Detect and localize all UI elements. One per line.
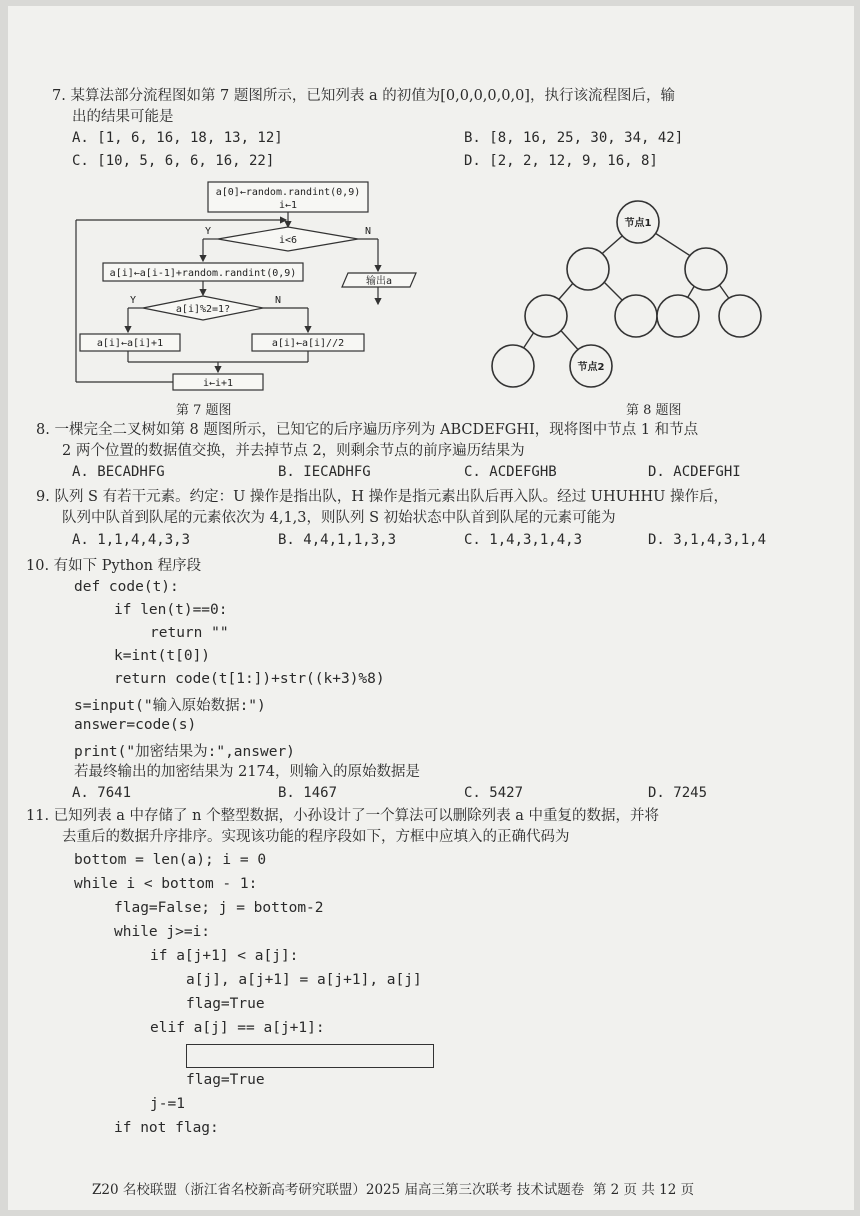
q9-option-d: D. 3,1,4,3,1,4 bbox=[648, 532, 767, 548]
flow-assign-label: a[i]←a[i-1]+random.randint(0,9) bbox=[109, 268, 297, 279]
q10-code-line3: return "" bbox=[150, 625, 229, 641]
q9-option-a: A. 1,1,4,4,3,3 bbox=[72, 532, 191, 548]
q8-caption: 第 8 题图 bbox=[626, 403, 682, 418]
flow-y2-label: Y bbox=[129, 295, 137, 306]
flow-n1-label: N bbox=[364, 226, 372, 237]
q10-code-line4: k=int(t[0]) bbox=[114, 648, 211, 664]
q11-code-line9: flag=True bbox=[186, 1072, 265, 1088]
flow-div-label: a[i]←a[i]//2 bbox=[271, 338, 345, 349]
q7-caption: 第 7 题图 bbox=[176, 403, 232, 418]
q9-stem-line1: 9. 队列 S 有若干元素。约定：U 操作是指出队，H 操作是指元素出队后再入队。经过 UHUHHU 操作后， bbox=[36, 489, 728, 505]
q7-option-d: D. [2, 2, 12, 9, 16, 8] bbox=[464, 153, 658, 169]
node1-label: 节点1 bbox=[624, 218, 652, 229]
q10-code-line7: answer=code(s) bbox=[74, 717, 197, 733]
q10-option-c: C. 5427 bbox=[464, 785, 524, 801]
q11-code-line2: while i < bottom - 1: bbox=[74, 876, 258, 892]
q10-code-line8: print("加密结果为:",answer) bbox=[74, 744, 295, 760]
flow-inc-label: i←i+1 bbox=[202, 378, 234, 389]
q10-question: 若最终输出的加密结果为 2174，则输入的原始数据是 bbox=[74, 764, 421, 780]
q10-code-line6: s=input("输入原始数据:") bbox=[74, 698, 266, 714]
q7-option-c: C. [10, 5, 6, 6, 16, 22] bbox=[72, 153, 275, 169]
flow-init-label: a[0]←random.randint(0,9) bbox=[215, 187, 361, 198]
flow-cond2-label: a[i]%2=1? bbox=[175, 304, 231, 315]
q11-answer-blank bbox=[186, 1044, 434, 1068]
flow-output-label: 输出a bbox=[365, 276, 393, 287]
q11-code-line8: elif a[j] == a[j+1]: bbox=[150, 1020, 325, 1036]
q10-option-a: A. 7641 bbox=[72, 785, 132, 801]
q7-option-b: B. [8, 16, 25, 30, 34, 42] bbox=[464, 130, 684, 146]
q8-option-a: A. BECADHFG bbox=[72, 464, 165, 480]
page-footer: Z20 名校联盟（浙江省名校新高考研究联盟）2025 届高三第三次联考 技术试题卷 第 2 页 共 12 页 bbox=[92, 1182, 695, 1198]
q11-code-line11: if not flag: bbox=[114, 1120, 219, 1136]
q7-stem-line2: 出的结果可能是 bbox=[72, 109, 174, 125]
q11-code-line5: if a[j+1] < a[j]: bbox=[150, 948, 299, 964]
q8-option-c: C. ACDEFGHB bbox=[464, 464, 557, 480]
q11-stem-line1: 11. 已知列表 a 中存储了 n 个整型数据，小孙设计了一个算法可以删除列表 a 中重复的数据，并将 bbox=[26, 808, 659, 824]
q10-option-b: B. 1467 bbox=[278, 785, 338, 801]
q8-stem-line1: 8. 一棵完全二叉树如第 8 题图所示，已知它的后序遍历序列为 ABCDEFGHI，现将图中节点 1 和节点 bbox=[36, 422, 699, 438]
q11-code-line7: flag=True bbox=[186, 996, 265, 1012]
q11-code-line10: j-=1 bbox=[150, 1096, 185, 1112]
q8-stem-line2: 2 两个位置的数据值交换，并去掉节点 2，则剩余节点的前序遍历结果为 bbox=[62, 443, 525, 459]
flow-y1-label: Y bbox=[204, 226, 212, 237]
q7-option-a: A. [1, 6, 16, 18, 13, 12] bbox=[72, 130, 283, 146]
node2-label: 节点2 bbox=[577, 362, 605, 373]
q9-option-c: C. 1,4,3,1,4,3 bbox=[464, 532, 583, 548]
q10-code-line2: if len(t)==0: bbox=[114, 602, 228, 618]
q11-code-line1: bottom = len(a); i = 0 bbox=[74, 852, 267, 868]
q9-stem-line2: 队列中队首到队尾的元素依次为 4,1,3，则队列 S 初始状态中队首到队尾的元素可能为 bbox=[62, 510, 616, 526]
q10-code-line5: return code(t[1:])+str((k+3)%8) bbox=[114, 671, 385, 687]
q7-stem-line1: 7. 某算法部分流程图如第 7 题图所示，已知列表 a 的初值为[0,0,0,0,0,0]，执行该流程图后，输 bbox=[52, 88, 675, 104]
q11-stem-line2: 去重后的数据升序排序。实现该功能的程序段如下，方框中应填入的正确代码为 bbox=[62, 829, 570, 845]
q10-option-d: D. 7245 bbox=[648, 785, 708, 801]
flow-plus-label: a[i]←a[i]+1 bbox=[96, 338, 164, 349]
q11-code-line3: flag=False; j = bottom-2 bbox=[114, 900, 324, 916]
q8-option-d: D. ACDEFGHI bbox=[648, 464, 741, 480]
q7-flowchart bbox=[58, 174, 438, 399]
q11-code-line4: while j>=i: bbox=[114, 924, 211, 940]
exam-page bbox=[8, 6, 854, 1210]
flow-i1-label: i←1 bbox=[278, 200, 298, 211]
q10-code-line1: def code(t): bbox=[74, 579, 179, 595]
q10-stem: 10. 有如下 Python 程序段 bbox=[26, 558, 202, 574]
q8-tree bbox=[488, 194, 788, 399]
flow-n2-label: N bbox=[274, 295, 282, 306]
q9-option-b: B. 4,4,1,1,3,3 bbox=[278, 532, 397, 548]
q11-code-line6: a[j], a[j+1] = a[j+1], a[j] bbox=[186, 972, 422, 988]
q8-option-b: B. IECADHFG bbox=[278, 464, 371, 480]
flow-cond-label: i<6 bbox=[278, 235, 298, 246]
